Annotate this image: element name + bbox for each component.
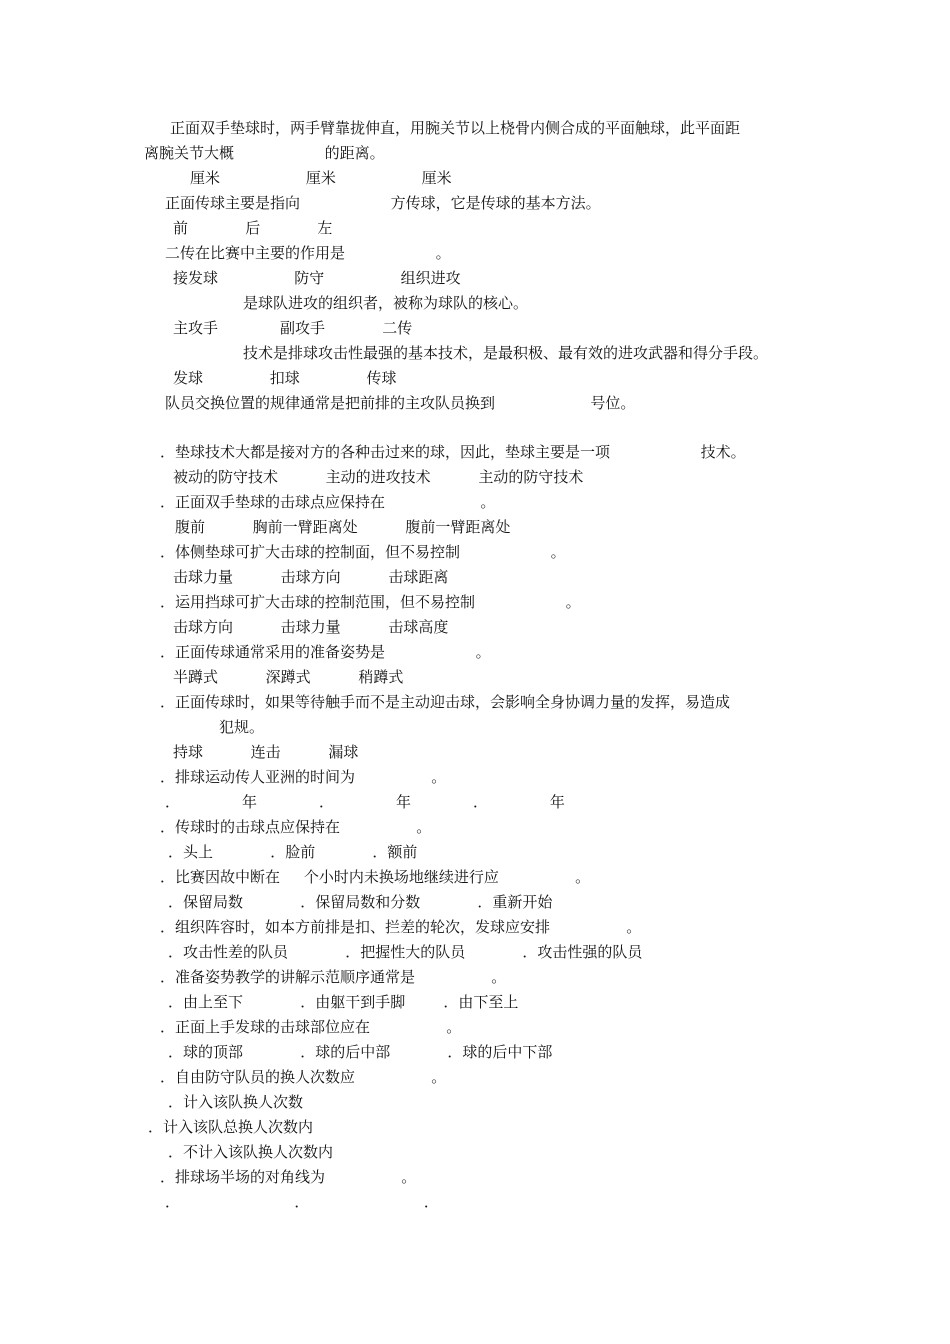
option-line: 击球方向 击球力量 击球高度 bbox=[173, 618, 449, 636]
option-line: ．攻击性差的队员 ．把握性大的队员 ．攻击性强的队员 bbox=[168, 943, 643, 961]
question-line: ．传球时的击球点应保持在 。 bbox=[160, 818, 432, 836]
question-line: ．组织阵容时，如本方前排是扣、拦差的轮次，发球应安排 。 bbox=[160, 918, 642, 936]
option-line: 半蹲式 深蹲式 稍蹲式 bbox=[173, 668, 404, 686]
question-line: ．正面上手发球的击球部位应在 。 bbox=[160, 1018, 462, 1036]
option-line: 持球 连击 漏球 bbox=[173, 743, 359, 761]
text-line: 正面双手垫球时，两手臂靠拢伸直，用腕关节以上桡骨内侧合成的平面触球，此平面距 bbox=[170, 119, 741, 137]
option-line: 腹前 胸前一臂距离处 腹前一臂距离处 bbox=[175, 518, 511, 536]
question-line: ．比赛因故中断在 个小时内未换场地继续进行应 。 bbox=[160, 868, 591, 886]
question-line: ．排球场半场的对角线为 。 bbox=[160, 1168, 417, 1186]
question-line: ．正面双手垫球的击球点应保持在 。 bbox=[160, 493, 496, 511]
question-line: ．垫球技术大都是接对方的各种击过来的球，因此，垫球主要是一项 技术。 bbox=[160, 443, 746, 461]
text-line: 前 后 左 bbox=[173, 219, 333, 237]
text-line: 主攻手 副攻手 二传 bbox=[173, 319, 413, 337]
question-line: 犯规。 bbox=[219, 718, 265, 736]
option-line: ．保留局数 ．保留局数和分数 ．重新开始 bbox=[168, 893, 553, 911]
option-line: ． ． ． bbox=[165, 1193, 439, 1211]
text-line: 队员交换位置的规律通常是把前排的主攻队员换到 号位。 bbox=[165, 394, 636, 412]
question-line: ．准备姿势教学的讲解示范顺序通常是 。 bbox=[160, 968, 507, 986]
text-line: 是球队进攻的组织者，被称为球队的核心。 bbox=[243, 294, 529, 312]
question-line: ．正面传球通常采用的准备姿势是 。 bbox=[160, 643, 491, 661]
text-line: 发球 扣球 传球 bbox=[173, 369, 397, 387]
text-line: 二传在比赛中主要的作用是 。 bbox=[165, 244, 451, 262]
text-line: 离腕关节大概 的距离。 bbox=[144, 144, 385, 162]
option-line: ．头上 ．脸前 ．额前 bbox=[168, 843, 418, 861]
option-line: 击球力量 击球方向 击球距离 bbox=[173, 568, 449, 586]
option-line: ．球的顶部 ．球的后中部 ．球的后中下部 bbox=[168, 1043, 553, 1061]
question-line: ．自由防守队员的换人次数应 。 bbox=[160, 1068, 447, 1086]
option-line: ．由上至下 ．由躯干到手脚 ．由下至上 bbox=[168, 993, 519, 1011]
option-line: ． 年 ． 年 ． 年 bbox=[165, 793, 565, 811]
question-line: ．体侧垫球可扩大击球的控制面，但不易控制 。 bbox=[160, 543, 566, 561]
text-line: 正面传球主要是指向 方传球，它是传球的基本方法。 bbox=[165, 194, 601, 212]
option-line: ．计入该队换人次数 bbox=[168, 1093, 304, 1111]
text-line: 接发球 防守 组织进攻 bbox=[173, 269, 461, 287]
option-line: ．计入该队总换人次数内 bbox=[148, 1118, 314, 1136]
option-line: ．不计入该队换人次数内 bbox=[168, 1143, 334, 1161]
question-line: ．排球运动传人亚洲的时间为 。 bbox=[160, 768, 447, 786]
question-line: ．运用挡球可扩大击球的控制范围，但不易控制 。 bbox=[160, 593, 581, 611]
option-line: 被动的防守技术 主动的进攻技术 主动的防守技术 bbox=[173, 468, 584, 486]
text-line: 厘米 厘米 厘米 bbox=[190, 169, 452, 187]
question-line: ．正面传球时，如果等待触手而不是主动迎击球，会影响全身协调力量的发挥，易造成 bbox=[160, 693, 731, 711]
text-line: 技术是排球攻击性最强的基本技术，是最积极、最有效的进攻武器和得分手段。 bbox=[243, 344, 769, 362]
